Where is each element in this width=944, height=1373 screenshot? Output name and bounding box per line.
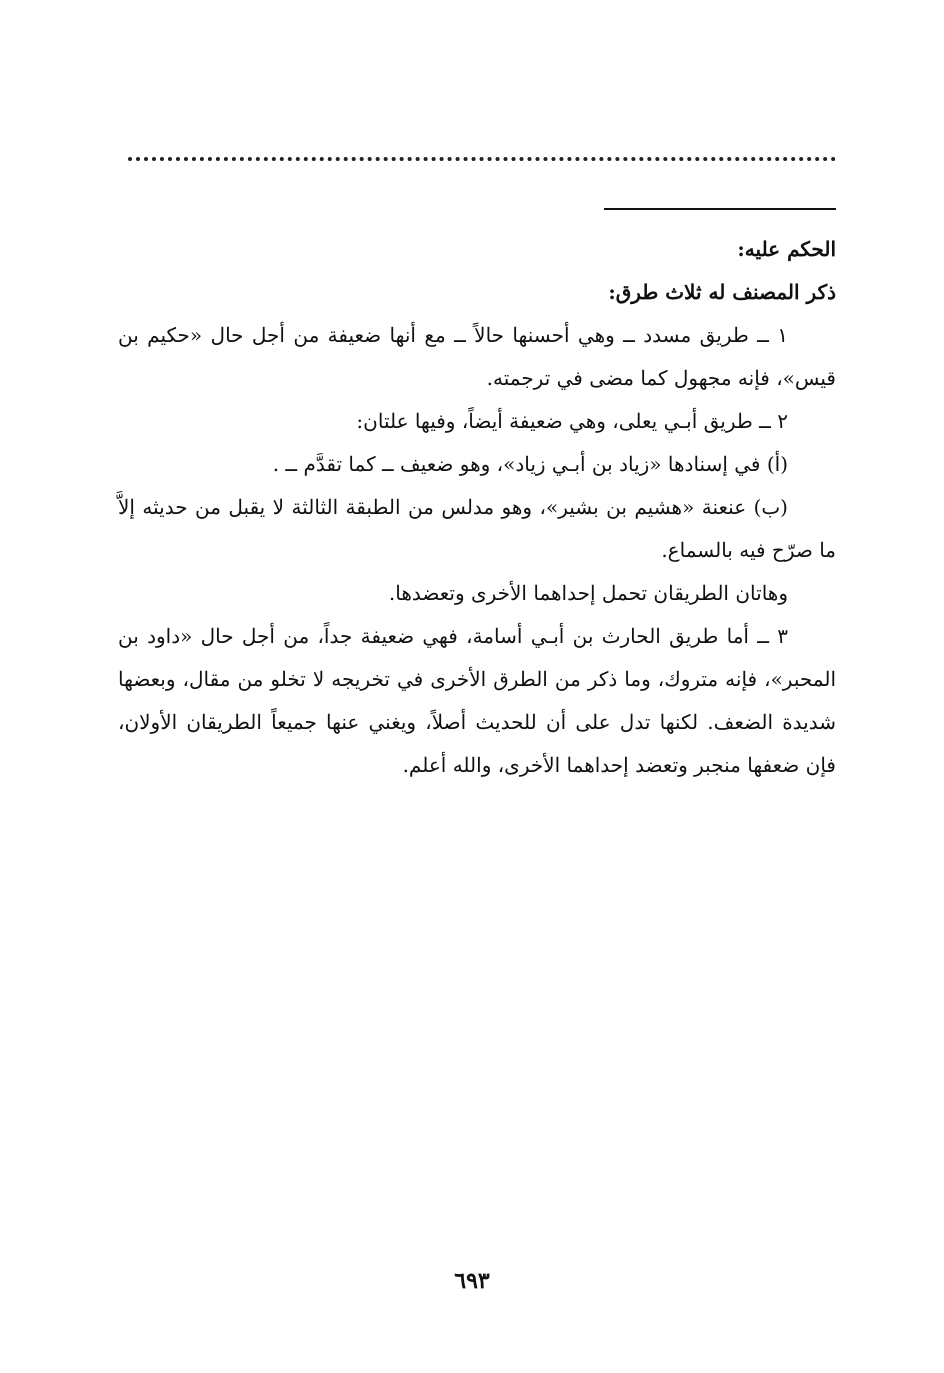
paragraph-summary: وهاتان الطريقان تحمل إحداهما الأخرى وتعضدها. bbox=[388, 581, 788, 605]
paragraph-2b: (ب) عنعنة «هشيم بن بشير»، وهو مدلس من الطبقة الثالثة لا يقبل من حديثه إلاَّ ما صرّح فيه بالسماع. bbox=[118, 495, 836, 562]
paragraph-3: ٣ ــ أما طريق الحارث بن أبـي أسامة، فهي ضعيفة جداً، من أجل حال «داود بن المحبر»، فإنه متروك، وما ذكر من الطرق الأخرى في تخريجه لا تخلو من مقال، وبعضها شديدة الضعف. لكنها تدل على أن للحديث أصلاً، ويغني عنها جميعاً الطريقان الأولان، فإن ضعفها منجبر وتعضد إحداهما الأخرى، والله أعلم. bbox=[118, 624, 836, 777]
paragraph-2: ٢ ــ طريق أبـي يعلى، وهي ضعيفة أيضاً، وفيها علتان: bbox=[356, 409, 788, 433]
section-rule bbox=[604, 208, 836, 210]
paragraph-2a: (أ) في إسنادها «زياد بن أبـي زياد»، وهو ضعيف ــ كما تقدَّم ــ . bbox=[272, 452, 788, 476]
section-subheading: ذكر المصنف له ثلاث طرق: bbox=[608, 280, 836, 304]
paragraph-1: ١ ــ طريق مسدد ــ وهي أحسنها حالاً ــ مع أنها ضعيفة من أجل حال «حكيم بن قيس»، فإنه مجهول كما مضى في ترجمته. bbox=[118, 323, 836, 390]
body-text bbox=[118, 228, 836, 787]
dotted-separator bbox=[128, 157, 836, 161]
section-heading: الحكم عليه: bbox=[737, 237, 836, 261]
page-number: ٦٩٣ bbox=[454, 1268, 490, 1294]
